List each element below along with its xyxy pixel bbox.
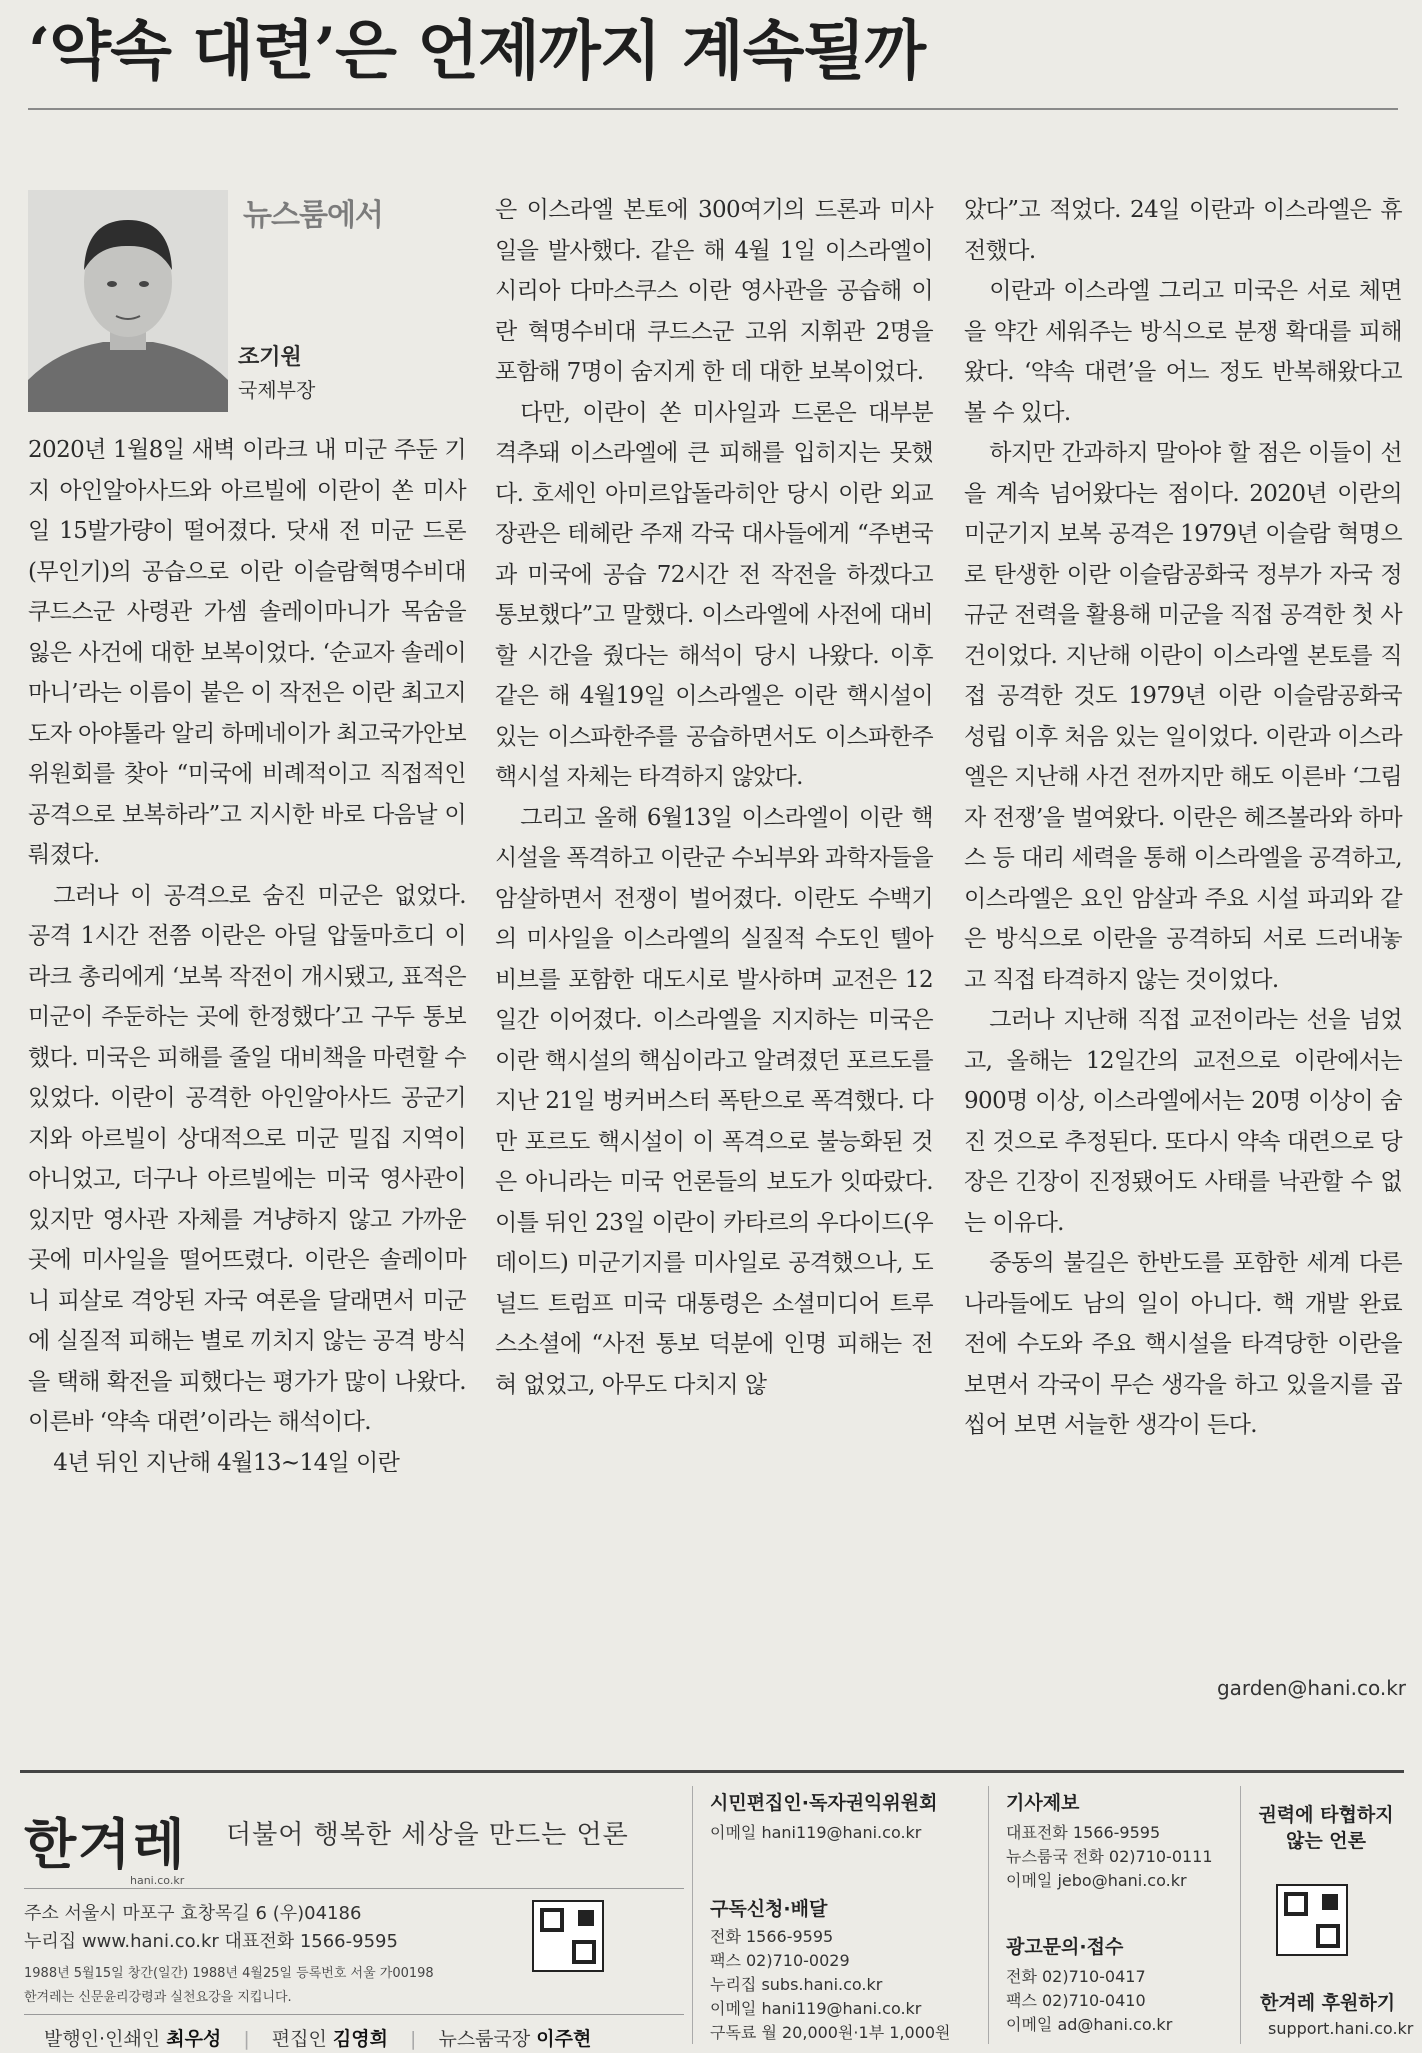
hankyoreh-logo: 한겨레 <box>24 1813 187 1876</box>
author-name: 조기원 <box>238 345 302 370</box>
paragraph: 2020년 1월8일 새벽 이라크 내 미군 주둔 기지 아인알아사드와 아르빌에 이란이 쏜 미사일 15발가량이 떨어졌다. 닷새 전 미군 드론(무인기)의 공습으로 이란 이슬람혁명수비대 쿠드스군 사령관 가셈 솔레이마니가 목숨을 잃은 사건에 대한 보복이었다. ‘순교자 솔레이마니’라는 이름이 붙은 이 작전은 이란 최고지도자 아야톨라 알리 하메네이가 최고국가안보위원회를 찾아 “미국에 비례적이고 직접적인 공격으로 보복하라”고 지시한 바로 다음날 이뤄졌다. <box>28 437 466 868</box>
publishers: 발행인·인쇄인 최우성 | 편집인 김영희 | 뉴스룸국장 이주현 <box>44 2028 592 2050</box>
paragraph: 그리고 올해 6월13일 이스라엘이 이란 핵시설을 폭격하고 이란군 수뇌부와 과학자들을 암살하면서 전쟁이 벌어졌다. 이란도 수백기의 미사일을 이스라엘의 실질적 수도인 텔아비브를 포함한 대도시로 발사하며 교전은 12일간 이어졌다. 이스라엘을 지지하는 미국은 이란 핵시설의 핵심이라고 알려졌던 포르도를 지난 21일 벙커버스터 폭탄으로 폭격했다. 다만 포르도 핵시설이 이 폭격으로 불능화된 것은 아니라는 미국 언론들의 보도가 잇따랐다. 이틀 뒤인 23일 이란이 카타르의 우다이드(우데이드) 미군기지를 미사일로 공격했으나, 도널드 트럼프 미국 대통령은 소셜미디어 트루스소셜에 “사전 통보 덕분에 인명 피해는 전혀 없었고, 아무도 다치지 않 <box>495 804 933 1398</box>
motto: 권력에 타협하지 않는 언론 <box>1258 1804 1394 1852</box>
paragraph: 그러나 이 공격으로 숨진 미군은 없었다. 공격 1시간 전쯤 이란은 아딜 압둘마흐디 이라크 총리에게 ‘보복 작전이 개시됐고, 표적은 미군이 주둔하는 곳에 한정했다’고 구두 통보했다. 미국은 피해를 줄일 대비책을 마련할 수 있었다. 이란이 공격한 아인알아사드 공군기지와 아르빌이 상대적으로 미군 밀집 지역이 아니었고, 더구나 아르빌에는 미국 영사관이 있지만 영사관 자체를 겨냥하지 않고 가까운 곳에 미사일을 떨어뜨렸다. 이란은 솔레이마니 피살로 격앙된 자국 여론을 달래면서 미군에 실질적 피해는 별로 끼치지 않는 공격 방식을 택해 확전을 피했다는 평가가 많이 나왔다. 이른바 ‘약속 대련’이라는 해석이다. <box>28 882 466 1435</box>
headline-rule <box>28 108 1398 110</box>
tips-main-phone: 대표전화 1566-9595 <box>1006 1823 1161 1842</box>
ombudsman-title: 시민편집인·독자권익위원회 <box>710 1792 938 1814</box>
ombudsman-email: 이메일 hani119@hani.co.kr <box>710 1823 922 1842</box>
newsroom-name: 이주현 <box>536 2028 592 2050</box>
subscription-phone: 전화 1566-9595 <box>710 1927 834 1946</box>
divider <box>24 2014 684 2015</box>
publisher-name: 최우성 <box>166 2028 222 2050</box>
sponsor-title: 한겨레 후원하기 <box>1260 1992 1396 2014</box>
byline <box>28 190 466 415</box>
editor-name: 김영희 <box>332 2028 388 2050</box>
ads-title: 광고문의·접수 <box>1006 1936 1124 1958</box>
qr-code-icon[interactable] <box>1276 1884 1348 1956</box>
subscription-price: 구독료 월 20,000원·1부 1,000원 <box>710 2023 951 2042</box>
tips-title: 기사제보 <box>1006 1792 1080 1814</box>
sponsor-url[interactable]: support.hani.co.kr <box>1268 2019 1414 2038</box>
newsroom-label: 뉴스룸국장 <box>438 2028 531 2050</box>
subscription-fax: 팩스 02)710-0029 <box>710 1951 850 1970</box>
history: 1988년 5월15일 창간(일간) 1988년 4월25일 등록번호 서울 가00198 <box>24 1966 434 1981</box>
author-photo <box>28 190 228 412</box>
paragraph: 중동의 불길은 한반도를 포함한 세계 다른 나라들에도 남의 일이 아니다. 핵 개발 완료 전에 수도와 주요 핵시설을 타격당한 이란을 보면서 각국이 무슨 생각을 하고 있을지를 곱씹어 보면 서늘한 생각이 든다. <box>964 1250 1402 1438</box>
paragraph: 그러나 지난해 직접 교전이라는 선을 넘었고, 올해는 12일간의 교전으로 이란에서는 900명 이상, 이스라엘에서는 20명 이상이 숨진 것으로 추정된다. 또다시 약속 대련으로 당장은 긴장이 진정됐어도 사태를 낙관할 수 없는 이유다. <box>964 1007 1402 1236</box>
divider <box>692 1786 693 2044</box>
paragraph: 이란과 이스라엘 그리고 미국은 서로 체면을 약간 세워주는 방식으로 분쟁 확대를 피해왔다. ‘약속 대련’을 어느 정도 반복해왔다고 볼 수 있다. <box>964 278 1402 426</box>
qr-code-icon[interactable] <box>532 1900 604 1972</box>
paragraph: 았다”고 적었다. 24일 이란과 이스라엘은 휴전했다. <box>964 197 1402 264</box>
subscription-web: 누리집 subs.hani.co.kr <box>710 1975 883 1994</box>
article-column-3 <box>964 190 1402 1446</box>
registration-info <box>24 1962 434 2010</box>
ethics: 한겨레는 신문윤리강령과 실천요강을 지킵니다. <box>24 1990 292 2005</box>
ads-phone: 전화 02)710-0417 <box>1006 1967 1146 1986</box>
address: 주소 서울시 마포구 효창목길 6 (우)04186 <box>24 1903 362 1924</box>
divider <box>988 1786 989 2044</box>
publisher-label: 발행인·인쇄인 <box>44 2028 161 2050</box>
article-column-2 <box>495 190 933 1405</box>
subscription-title: 구독신청·배달 <box>710 1898 828 1920</box>
masthead-footer <box>20 1776 1414 2053</box>
contact-info <box>24 1900 398 1956</box>
tips-email: 이메일 jebo@hani.co.kr <box>1006 1871 1187 1890</box>
logo-domain: hani.co.kr <box>130 1874 185 1887</box>
paragraph: 하지만 간과하지 말아야 할 점은 이들이 선을 계속 넘어왔다는 점이다. 2020년 이란의 미군기지 보복 공격은 1979년 이슬람 혁명으로 탄생한 이란 이슬람공화국 정부가 자국 정규군 전력을 활용해 미군을 직접 공격한 첫 사건이었다. 지난해 이란이 이스라엘 본토를 직접 공격한 것도 1979년 이란 이슬람공화국 성립 이후 처음 있는 일이었다. 이란과 이스라엘은 지난해 사건 전까지만 해도 이른바 ‘그림자 전쟁’을 벌여왔다. 이란은 헤즈볼라와 하마스 등 대리 세력을 통해 이스라엘을 공격하고, 이스라엘은 요인 암살과 주요 시설 파괴와 같은 방식으로 이란을 공격하되 서로 드러내놓고 직접 타격하지 않는 것이었다. <box>964 440 1402 993</box>
paragraph: 은 이스라엘 본토에 300여기의 드론과 미사일을 발사했다. 같은 해 4월 1일 이스라엘이 시리아 다마스쿠스 이란 영사관을 공습해 이란 혁명수비대 쿠드스군 고위 지휘관 2명을 포함해 7명이 숨지게 한 데 대한 보복이었다. <box>495 197 933 385</box>
website: 누리집 www.hani.co.kr 대표전화 1566-9595 <box>24 1931 398 1952</box>
paragraph: 4년 뒤인 지난해 4월13~14일 이란 <box>53 1449 400 1476</box>
tips-newsroom-phone: 뉴스룸국 전화 02)710-0111 <box>1006 1847 1213 1866</box>
footer-rule <box>20 1770 1404 1773</box>
corner-label: 뉴스룸에서 <box>243 198 383 233</box>
article-column-1 <box>28 430 466 1483</box>
divider <box>1240 1786 1241 2044</box>
headline: ‘약속 대련’은 언제까지 계속될까 <box>28 14 926 89</box>
divider <box>24 1888 684 1889</box>
author-title: 국제부장 <box>238 378 316 402</box>
ads-email: 이메일 ad@hani.co.kr <box>1006 2015 1173 2034</box>
ads-fax: 팩스 02)710-0410 <box>1006 1991 1146 2010</box>
slogan: 더불어 행복한 세상을 만드는 언론 <box>226 1820 629 1850</box>
paragraph: 다만, 이란이 쏜 미사일과 드론은 대부분 격추돼 이스라엘에 큰 피해를 입히지는 못했다. 호세인 아미르압돌라히안 당시 이란 외교장관은 테헤란 주재 각국 대사들에게 “주변국과 미국에 공습 72시간 전 작전을 하겠다고 통보했다”고 말했다. 이스라엘에 사전에 대비할 시간을 줬다는 해석이 당시 나왔다. 이후 같은 해 4월19일 이스라엘은 이란 핵시설이 있는 이스파한주를 공습하면서도 이스파한주 핵시설 자체는 타격하지 않았다. <box>495 399 933 790</box>
subscription-email: 이메일 hani119@hani.co.kr <box>710 1999 922 2018</box>
author-email[interactable]: garden@hani.co.kr <box>1216 1676 1406 1700</box>
editor-label: 편집인 <box>271 2028 327 2050</box>
